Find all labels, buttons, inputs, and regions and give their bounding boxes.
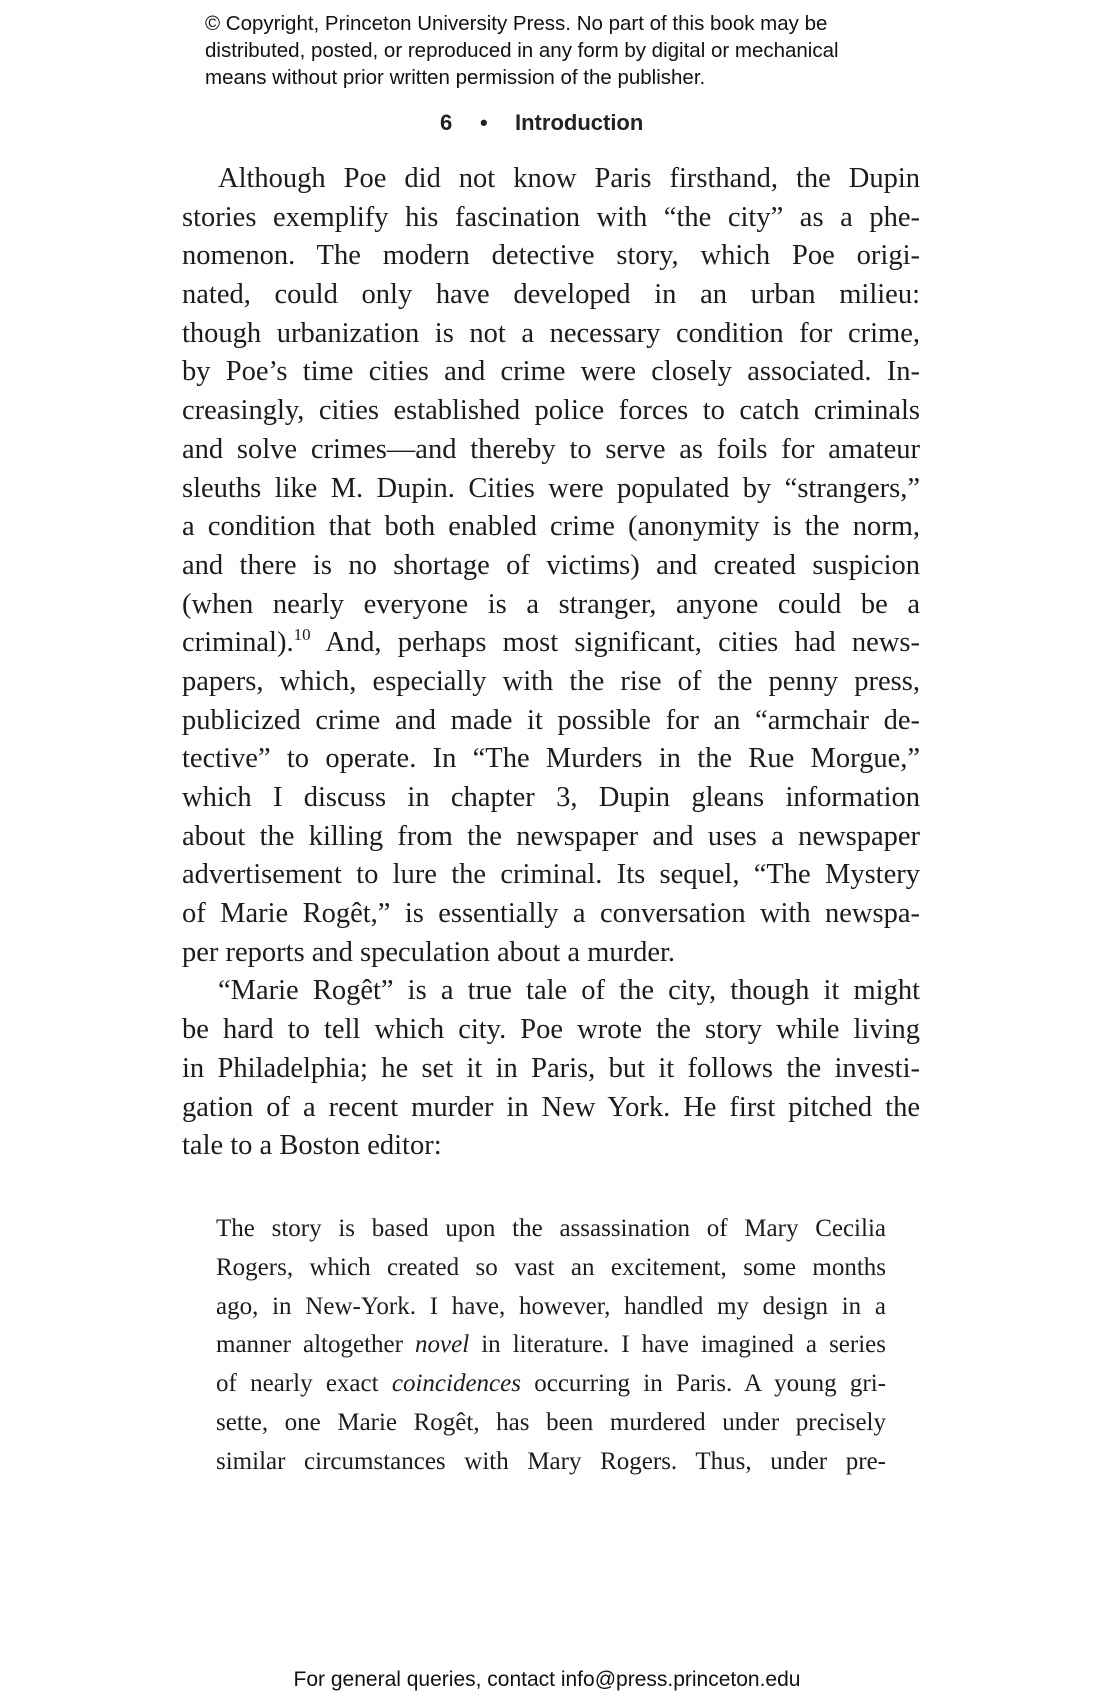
contact-line: For general queries, contact info@press.princeton.edu [293, 1668, 801, 1691]
copyright-line: means without prior written permission of the publisher. [205, 66, 706, 89]
italic-text: novel [415, 1331, 470, 1359]
running-head-separator: • [480, 110, 488, 135]
text-fragment: criminal). [182, 627, 294, 659]
copyright-line: distributed, posted, or reproduced in any form by digital or mechanical [205, 39, 839, 62]
text-line [182, 624, 920, 663]
quote-line: ago, in New-York. I have, however, handled my design in a [216, 1292, 886, 1320]
text-fragment: of nearly exact [216, 1370, 392, 1398]
text-line: and solve crimes—and thereby to serve as foils for amateur [182, 433, 920, 465]
text-line: tale to a Boston editor: [182, 1130, 442, 1162]
text-fragment: in literature. I have imagined a series [469, 1331, 886, 1359]
copyright-notice [205, 10, 925, 91]
text-line: advertisement to lure the criminal. Its sequel, “The Mystery [182, 859, 920, 891]
quote-line: similar circumstances with Mary Rogers. Thus, under pre- [216, 1447, 886, 1475]
quote-line: Rogers, which created so vast an excitement, some months [216, 1253, 886, 1281]
text-line: by Poe’s time cities and crime were closely associated. In- [182, 356, 920, 388]
text-line: Although Poe did not know Paris firsthand, the Dupin [218, 163, 920, 194]
text-line: which I discuss in chapter 3, Dupin gleans information [182, 782, 920, 813]
text-line: though urbanization is not a necessary condition for crime, [182, 317, 920, 349]
text-line: papers, which, especially with the rise of the penny press, [182, 665, 920, 697]
quote-line: sette, one Marie Rogêt, has been murdered under precisely [216, 1408, 886, 1436]
text-line: nated, could only have developed in an urban milieu: [182, 279, 920, 311]
text-line: “Marie Rogêt” is a true tale of the city, though it might [218, 975, 920, 1007]
text-line: nomenon. The modern detective story, which Poe origi- [182, 240, 920, 272]
text-fragment: And, perhaps most significant, cities had news- [310, 627, 920, 659]
page-number: 6 [440, 110, 453, 135]
italic-text: coincidences [391, 1370, 521, 1398]
text-line: about the killing from the newspaper and uses a newspaper [182, 820, 920, 852]
text-line: gation of a recent murder in New York. He first pitched the [182, 1091, 920, 1123]
block-quote [216, 1210, 886, 1482]
quote-line: The story is based upon the assassination of Mary Cecilia [216, 1215, 886, 1242]
text-line: in Philadelphia; he set it in Paris, but it follows the investi- [182, 1052, 920, 1084]
text-line: publicized crime and made it possible for an “armchair de- [182, 704, 920, 736]
text-line: a condition that both enabled crime (anonymity is the norm, [182, 511, 920, 543]
text-line: of Marie Rogêt,” is essentially a conversation with newspa- [182, 898, 920, 930]
text-line: stories exemplify his fascination with “the city” as a phe- [182, 201, 920, 233]
text-line: and there is no shortage of victims) and created suspicion [182, 549, 920, 581]
text-fragment: occurring in Paris. A young gri- [520, 1370, 886, 1398]
quote-line [216, 1365, 886, 1404]
body-text [182, 160, 920, 1166]
text-line: (when nearly everyone is a stranger, anyone could be a [182, 588, 920, 620]
text-line: be hard to tell which city. Poe wrote the story while living [182, 1014, 920, 1046]
text-line: tective” to operate. In “The Murders in the Rue Morgue,” [182, 743, 920, 775]
copyright-line: © Copyright, Princeton University Press. No part of this book may be [205, 12, 828, 35]
text-fragment: manner altogether [216, 1331, 416, 1359]
text-line: creasingly, cities established police forces to catch criminals [182, 395, 920, 427]
footnote-reference: 10 [293, 625, 311, 645]
quote-line [216, 1326, 886, 1365]
footer [0, 1668, 1100, 1692]
text-line: per reports and speculation about a murder. [182, 936, 676, 968]
text-line: sleuths like M. Dupin. Cities were populated by “strangers,” [182, 472, 920, 504]
section-title: Introduction [515, 110, 644, 135]
